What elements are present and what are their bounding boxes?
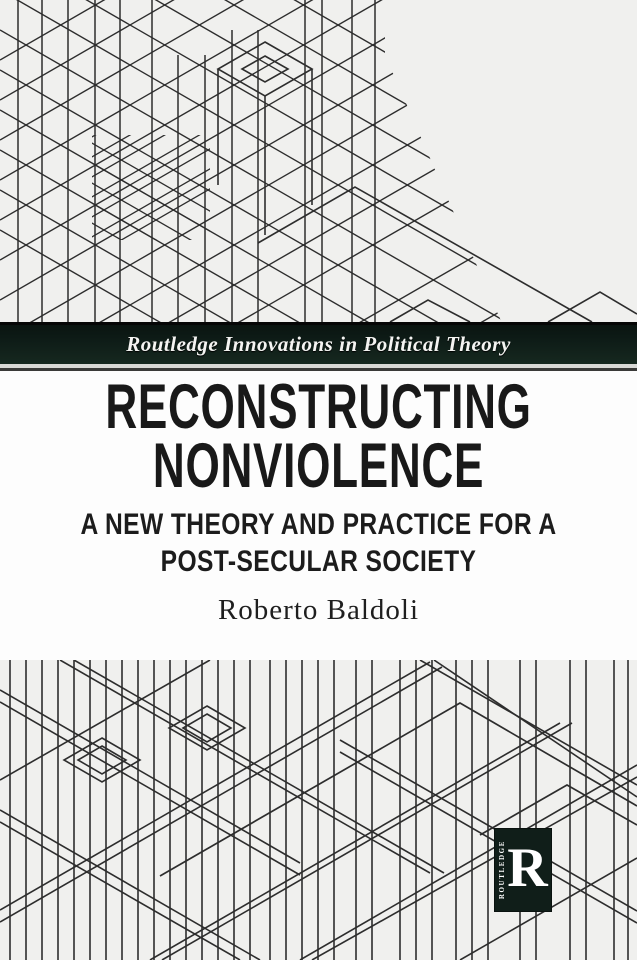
book-subtitle xyxy=(0,506,637,580)
book-title xyxy=(0,372,637,501)
title-line-1: RECONSTRUCTING xyxy=(105,372,532,442)
author-name: Roberto Baldoli xyxy=(217,594,420,626)
series-title: Routledge Innovations in Political Theory xyxy=(126,332,511,356)
subtitle-line-2: POST-SECULAR SOCIETY xyxy=(160,545,477,578)
routledge-wordmark: ROUTLEDGE xyxy=(498,840,507,900)
geometric-pattern-bottom xyxy=(0,660,637,960)
series-banner xyxy=(0,322,637,364)
subtitle-line-1: A NEW THEORY AND PRACTICE FOR A xyxy=(80,508,557,541)
publisher-logo xyxy=(495,829,551,911)
geometric-pattern-top xyxy=(0,0,637,330)
routledge-r-icon: R xyxy=(507,836,548,899)
title-line-2: NONVIOLENCE xyxy=(152,431,485,501)
